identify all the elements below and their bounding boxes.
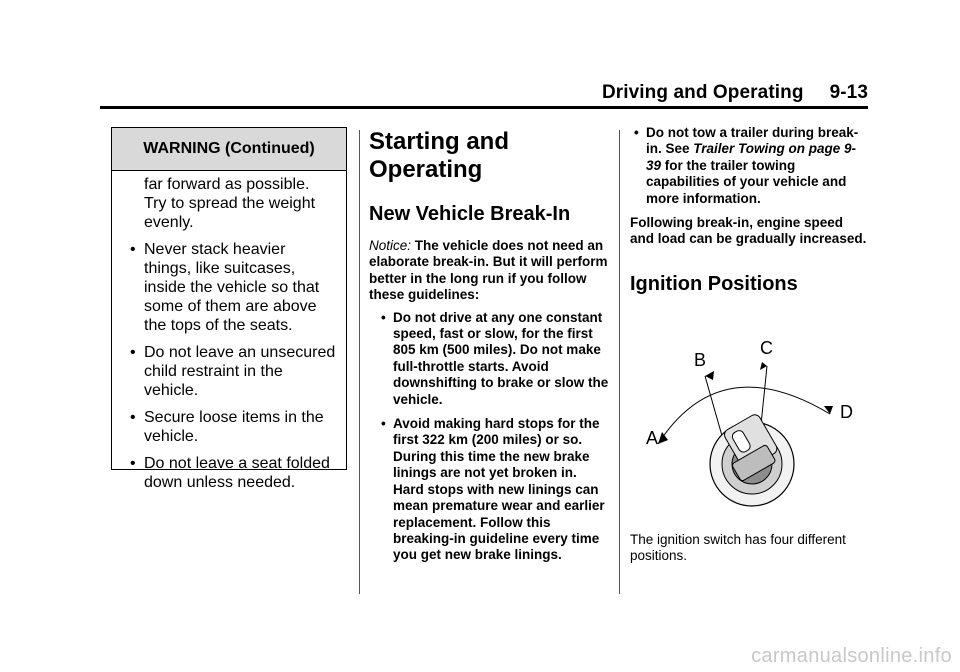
column-3 <box>630 125 870 296</box>
warning-title: WARNING (Continued) <box>112 128 346 171</box>
list-item: • Do not tow a trailer during break-in. See Trailer Towing on page 9-39 for the trailer towing capabilities of your vehicle and more information. <box>634 125 859 206</box>
warning-item: • Secure loose items in the vehicle. <box>130 409 324 445</box>
subsection-heading: New Vehicle Break-In <box>369 203 571 225</box>
label-b: B <box>694 350 707 370</box>
warning-item: • Do not leave a seat folded down unless needed. <box>130 455 330 491</box>
column-divider-2 <box>619 130 620 594</box>
list-item: • Do not drive at any one constant speed, fast or slow, for the first 805 km (500 miles). Do not make full-throttle starts. Avoid downshifting to brake or slow the vehicle. <box>381 309 609 407</box>
warning-intro: far forward as possible. Try to spread the weight evenly. <box>144 176 316 231</box>
ignition-diagram <box>630 336 870 516</box>
section-heading: Starting and Operating <box>369 128 510 183</box>
marker-a <box>658 432 668 444</box>
trailer-list <box>630 125 870 207</box>
page-header <box>100 78 868 104</box>
notice-paragraph <box>369 238 609 304</box>
notice-text: The vehicle does not need an elaborate break-in. But it will perform better in the long run if you follow these guidelines: <box>369 238 608 303</box>
warning-item: • Do not leave an unsecured child restraint in the vehicle. <box>130 344 336 399</box>
header-rule <box>100 106 868 109</box>
page-number: 9-13 <box>829 82 868 103</box>
header-text <box>602 82 868 104</box>
cross-reference-link[interactable]: Trailer Towing on page 9-39 <box>646 141 857 173</box>
figure-caption: The ignition switch has four different positions. <box>630 532 846 564</box>
column-2 <box>369 128 609 572</box>
warning-body <box>112 171 346 492</box>
label-d: D <box>840 402 853 422</box>
list-item: • Avoid making hard stops for the first 322 km (200 miles) or so. During this time the new brake linings are not yet broken in. Hard stops with new linings can mean premature wear and earlier replacement. Follow this breaking-in guideline every time you get new brake linings. <box>381 416 605 563</box>
notice-label: Notice: <box>369 238 412 253</box>
watermark: carmanualsonline.info <box>751 645 952 667</box>
paragraph: Following break-in, engine speed and load can be gradually increased. <box>630 215 867 247</box>
label-a: A <box>646 428 659 448</box>
warning-list <box>126 240 336 492</box>
marker-b <box>705 371 714 380</box>
subsection-heading: Ignition Positions <box>630 272 798 295</box>
ignition-switch-illustration <box>630 336 870 516</box>
section-title: Driving and Operating <box>601 82 804 103</box>
warning-item: • Never stack heavier things, like suitcases, inside the vehicle so that some of them are above the tops of the seats. <box>130 241 320 334</box>
marker-c <box>760 362 767 370</box>
warning-box <box>111 127 347 491</box>
column-divider-1 <box>359 130 360 594</box>
break-in-list <box>369 310 609 564</box>
label-c: C <box>760 338 773 358</box>
